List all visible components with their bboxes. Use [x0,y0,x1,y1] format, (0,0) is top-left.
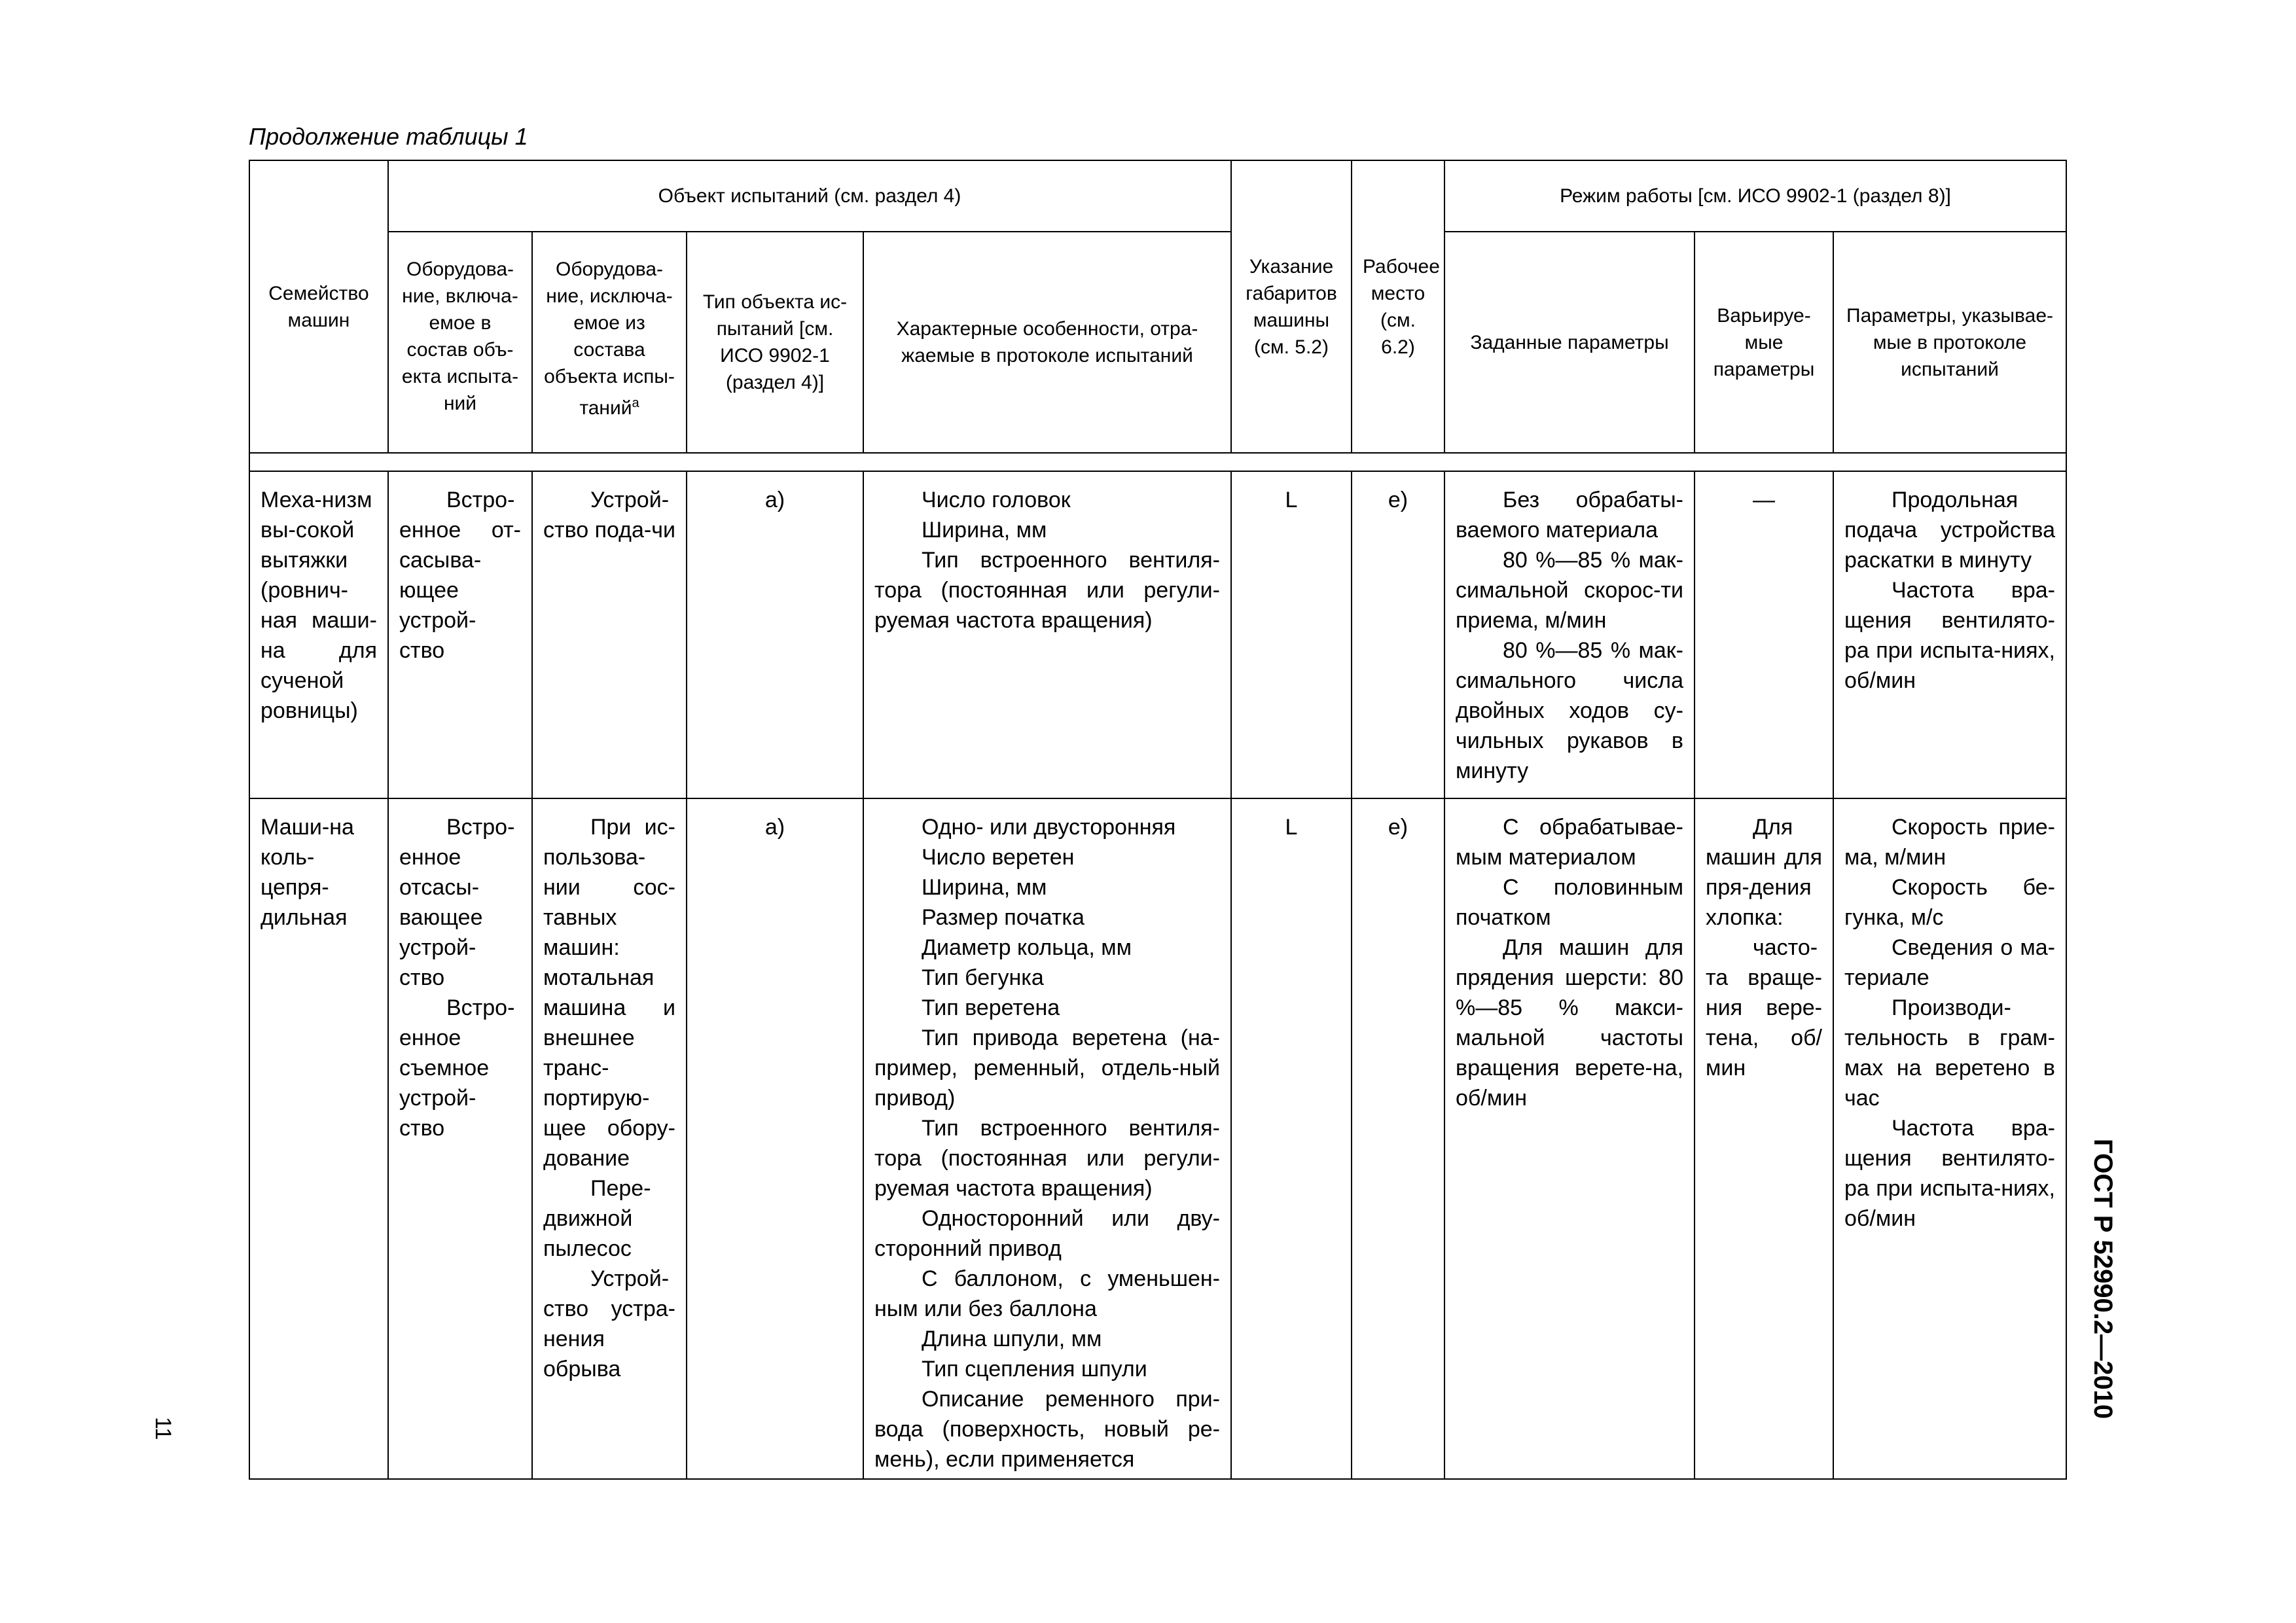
cell-included: Встро-енное от-сасыва-ющее устрой-ство [388,471,532,798]
standard-designation: ГОСТ Р 52990.2—2010 [2089,1139,2117,1419]
test-object-table [249,160,2067,1480]
cell-type: а) [687,471,863,798]
header-family: Семейство машин [249,160,388,453]
cell-features: Число головок Ширина, мм Тип встроенного вентиля-тора (постоянная или регули-руемая частота вращения) [863,471,1231,798]
header-object-group: Объект испытаний (см. раздел 4) [388,160,1231,232]
cell-workplace: е) [1352,798,1444,1479]
header-excluded-equipment: Оборудова-ние, исключа-емое из состава объекта испы-таний$^a$ [532,232,687,453]
page-number: 11 [151,1417,175,1440]
cell-dimensions: L [1231,798,1352,1479]
cell-excluded: Устрой-ство пода-чи [532,471,687,798]
cell-set-params: С обрабатывае-мым материалом С половинным початком Для машин для прядения шерсти: 80 %—85 % макси-мальной частоты вращения верете-на, об/мин [1444,798,1695,1479]
header-object-type: Тип объекта ис-пытаний [см. ИСО 9902-1 (раздел 4)] [687,232,863,453]
header-var-params: Варьируе-мые параметры [1695,232,1833,453]
header-report-params: Параметры, указывае-мые в протоколе испытаний [1833,232,2066,453]
cell-included: Встро-енное отсасы-вающее устрой-ство Встро-енное съемное устрой-ство [388,798,532,1479]
cell-workplace: е) [1352,471,1444,798]
cell-report-params: Продольная подача устройства раскатки в минуту Частота вра-щения вентилято-ра при испыта-ниях, об/мин [1833,471,2066,798]
cell-features: Одно- или двусторонняя Число веретен Ширина, мм Размер початка Диаметр кольца, мм Тип бегунка Тип веретена Тип привода веретена (на-пример, ременный, отдель-ный привод) Тип встроенного вентиля-тора (постоянная или регули-руемая частота вращения) Односторонний или дву-сторонний привод С баллоном, с уменьшен-ным или без баллона Длина шпули, мм Тип сцепления шпули Описание ременного при-вода (поверхность, новый ре-мень), если применяется [863,798,1231,1479]
cell-set-params: Без обрабаты-ваемого материала 80 %—85 % мак-симальной скорос-ти приема, м/мин 80 %—85 % мак-симального числа двойных ходов су-чильных рукавов в минуту [1444,471,1695,798]
header-separator [249,453,2066,471]
cell-dimensions: L [1231,471,1352,798]
cell-report-params: Скорость прие-ма, м/мин Скорость бе-гунка, м/с Сведения о ма-териале Производи-тельность в грам-мах на веретено в час Частота вра-щения вентилято-ра при испыта-ниях, об/мин [1833,798,2066,1479]
cell-var-params: Для машин для пря-дения хлопка: часто-та враще-ния вере-тена, об/мин [1695,798,1833,1479]
cell-family: Маши-на коль-цепря-дильная [249,798,388,1479]
table-caption: Продолжение таблицы 1 [249,123,528,150]
header-set-params: Заданные параметры [1444,232,1695,453]
cell-var-params: — [1695,471,1833,798]
header-mode-group: Режим работы [см. ИСО 9902-1 (раздел 8)] [1444,160,2066,232]
table-row [249,471,2066,798]
header-dimensions: Указание габаритов машины (см. 5.2) [1231,160,1352,453]
header-workplace: Рабочее место (см. 6.2) [1352,160,1444,453]
table-row [249,798,2066,1479]
header-included-equipment: Оборудова-ние, включа-емое в состав объ-екта испыта-ний [388,232,532,453]
cell-family: Меха-низм вы-сокой вытяжки (ровнич-ная маши-на для сученой ровницы) [249,471,388,798]
cell-excluded: При ис-пользова-нии сос-тавных машин: мотальная машина и внешнее транс-портирую-щее обору-дование Пере-движной пылесос Устрой-ство устра-нения обрыва [532,798,687,1479]
header-features: Характерные особенности, отра-жаемые в протоколе испытаний [863,232,1231,453]
cell-type: а) [687,798,863,1479]
